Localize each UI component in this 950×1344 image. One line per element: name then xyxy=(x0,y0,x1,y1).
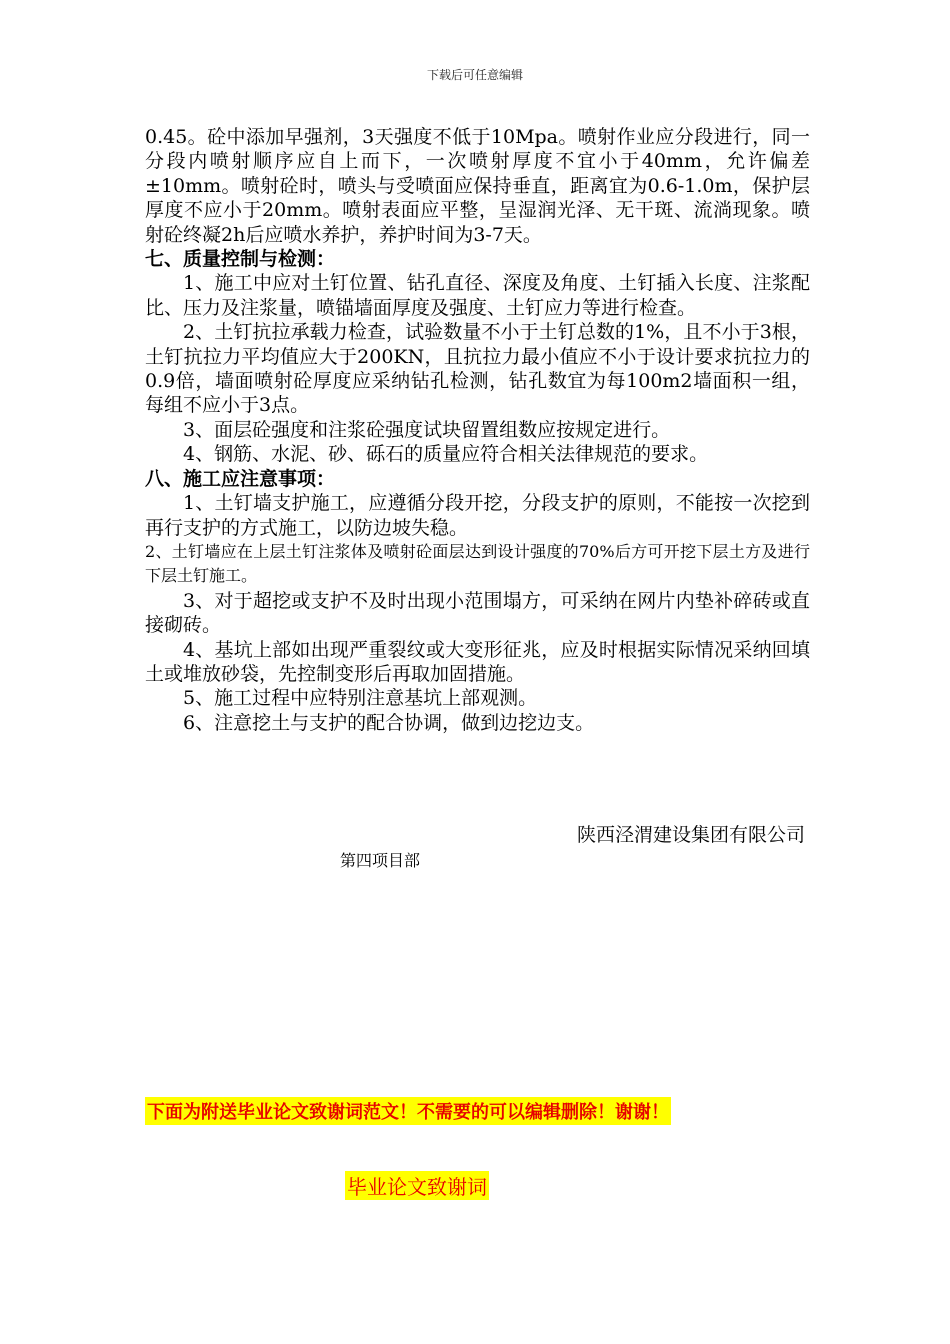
department-signature: 第四项目部 xyxy=(340,851,421,870)
company-signature: 陕西泾渭建设集团有限公司 xyxy=(576,824,805,846)
appendix-title: 毕业论文致谢词 xyxy=(345,1171,489,1200)
section-7-item-1: 1、施工中应对土钉位置、钻孔直径、深度及角度、土钉插入长度、注浆配比、压力及注浆量，喷锚墙面厚度及强度、土钉应力等进行检查。 xyxy=(145,272,810,319)
appendix-notice: 下面为附送毕业论文致谢词范文！不需要的可以编辑删除！谢谢！ xyxy=(145,1097,671,1125)
section-8-item-6: 6、注意挖土与支护的配合协调，做到边挖边支。 xyxy=(183,711,595,734)
section-7-item-4: 4、钢筋、水泥、砂、砾石的质量应符合相关法律规范的要求。 xyxy=(183,443,709,466)
intro-paragraph: 0.45。砼中添加早强剂，3天强度不低于10Mpa。喷射作业应分段进行，同一分段内喷射顺序应自上而下，一次喷射厚度不宜小于40mm，允许偏差±10mm。喷射砼时，喷头与受喷面应保持垂直，距离宜为0.6-1.0m，保护层厚度不应小于20mm。喷射表面应平整，呈湿润光泽、无干斑、流淌现象。喷射砼终凝2h后应喷水养护，养护时间为3-7天。 xyxy=(145,126,810,246)
section-7-heading: 七、质量控制与检测： xyxy=(145,248,336,271)
document-body xyxy=(145,125,810,735)
section-8-item-3: 3、对于超挖或支护不及时出现小范围塌方，可采纳在网片内垫补碎砖或直接砌砖。 xyxy=(145,589,810,637)
header-note: 下载后可任意编辑 xyxy=(426,68,523,82)
section-8-item-1: 1、土钉墙支护施工，应遵循分段开挖，分段支护的原则，不能按一次挖到再行支护的方式施工，以防边坡失稳。 xyxy=(145,492,810,539)
section-8-item-5: 5、施工过程中应特别注意基坑上部观测。 xyxy=(183,687,538,710)
section-7-item-2: 2、土钉抗拉承载力检查，试验数量不小于土钉总数的1%，且不小于3根，土钉抗拉力平均值应大于200KN，且抗拉力最小值应不小于设计要求抗拉力的0.9倍，墙面喷射砼厚度应采纳钻孔检测，钻孔数宜为每100m2墙面积一组，每组不应小于3点。 xyxy=(145,321,810,417)
section-8-item-2: 2、土钉墙应在上层土钉注浆体及喷射砼面层达到设计强度的70%后方可开挖下层土方及进行下层土钉施工。 xyxy=(145,541,810,586)
section-8-item-4: 4、基坑上部如出现严重裂纹或大变形征兆，应及时根据实际情况采纳回填土或堆放砂袋，先控制变形后再取加固措施。 xyxy=(145,638,810,685)
section-7-item-3: 3、面层砼强度和注浆砼强度试块留置组数应按规定进行。 xyxy=(183,418,671,441)
section-8-heading: 八、施工应注意事项： xyxy=(145,467,336,490)
